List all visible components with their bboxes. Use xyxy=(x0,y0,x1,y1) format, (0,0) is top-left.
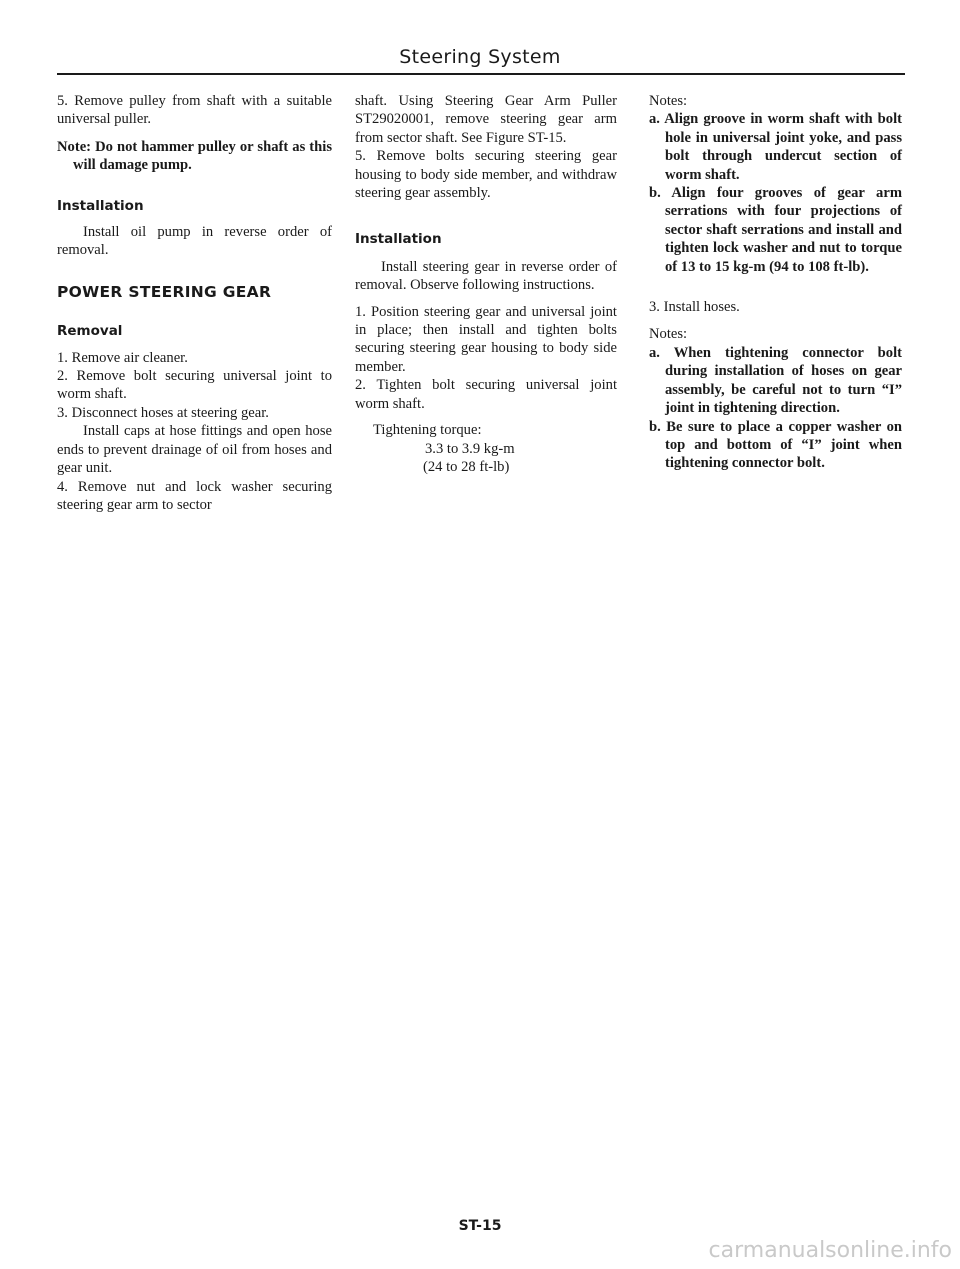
removal-step-3-detail: Install caps at hose fittings and open hose ends to prevent drainage of oil from hoses and gear unit. xyxy=(57,423,332,477)
page-header-title: Steering System xyxy=(399,46,561,68)
removal-step-2: 2. Remove bolt securing universal joint to worm shaft. xyxy=(57,368,332,403)
heading-installation: Installation xyxy=(57,197,144,214)
column-3 xyxy=(649,92,902,473)
notes-label-1: Notes: xyxy=(649,93,688,109)
page-number: ST-15 xyxy=(458,1218,502,1234)
heading-removal: Removal xyxy=(57,323,123,340)
heading-power-steering-gear: POWER STEERING GEAR xyxy=(57,282,272,301)
removal-step-3: 3. Disconnect hoses at steering gear. xyxy=(57,404,269,421)
installation-step-3: 3. Install hoses. xyxy=(649,299,740,316)
note-tightening-connector-bolt: a. When tightening connector bolt during installation of hoses on gear assembly, be careful not to turn “I” joint in tightening direction. xyxy=(649,344,902,417)
notes-label-2: Notes: xyxy=(649,326,688,343)
column-1 xyxy=(57,92,332,514)
torque-label: Tightening torque: xyxy=(373,422,482,439)
column-2 xyxy=(355,92,617,476)
heading-installation-2: Installation xyxy=(355,231,442,248)
installation-step-2: 2. Tighten bolt securing universal joint worm shaft. xyxy=(355,377,617,412)
note-align-four-grooves: b. Align four grooves of gear arm serrations with four projections of sector shaft serrations and install and tighten lock washer and nut to torque of 13 to 15 kg-m (94 to 108 ft-lb). xyxy=(649,185,902,275)
step-5-remove-pulley: 5. Remove pulley from shaft with a suitable universal puller. xyxy=(57,93,332,128)
torque-value-metric: 3.3 to 3.9 kg-m xyxy=(425,440,515,457)
removal-step-1: 1. Remove air cleaner. xyxy=(57,349,188,366)
removal-step-5: 5. Remove bolts securing steering gear housing to body side member, and withdraw steering gear assembly. xyxy=(355,148,617,202)
watermark: carmanualsonline.info xyxy=(708,1238,952,1263)
note-copper-washer: b. Be sure to place a copper washer on top and bottom of “I” joint when tightening connector bolt. xyxy=(649,418,902,472)
note-text: Note: Do not hammer pulley or shaft as this will damage pump. xyxy=(57,138,332,174)
gear-arm-puller-text: shaft. Using Steering Gear Arm Puller ST29020001, remove steering gear arm from sector shaft. See Figure ST-15. xyxy=(355,93,617,146)
note-do-not-hammer xyxy=(57,138,332,175)
header-rule xyxy=(57,73,905,75)
install-oil-pump-text: Install oil pump in reverse order of removal. xyxy=(57,224,332,259)
installation-step-1: 1. Position steering gear and universal joint in place; then install and tighten bolts securing steering gear housing to body side member. xyxy=(355,303,617,375)
removal-step-4: 4. Remove nut and lock washer securing steering gear arm to sector xyxy=(57,478,332,513)
torque-value-imperial: (24 to 28 ft-lb) xyxy=(423,458,510,475)
install-steering-gear-text: Install steering gear in reverse order of removal. Observe following instructions. xyxy=(355,258,617,294)
note-align-groove: a. Align groove in worm shaft with bolt hole in universal joint yoke, and pass bolt through undercut section of worm shaft. xyxy=(649,111,902,183)
